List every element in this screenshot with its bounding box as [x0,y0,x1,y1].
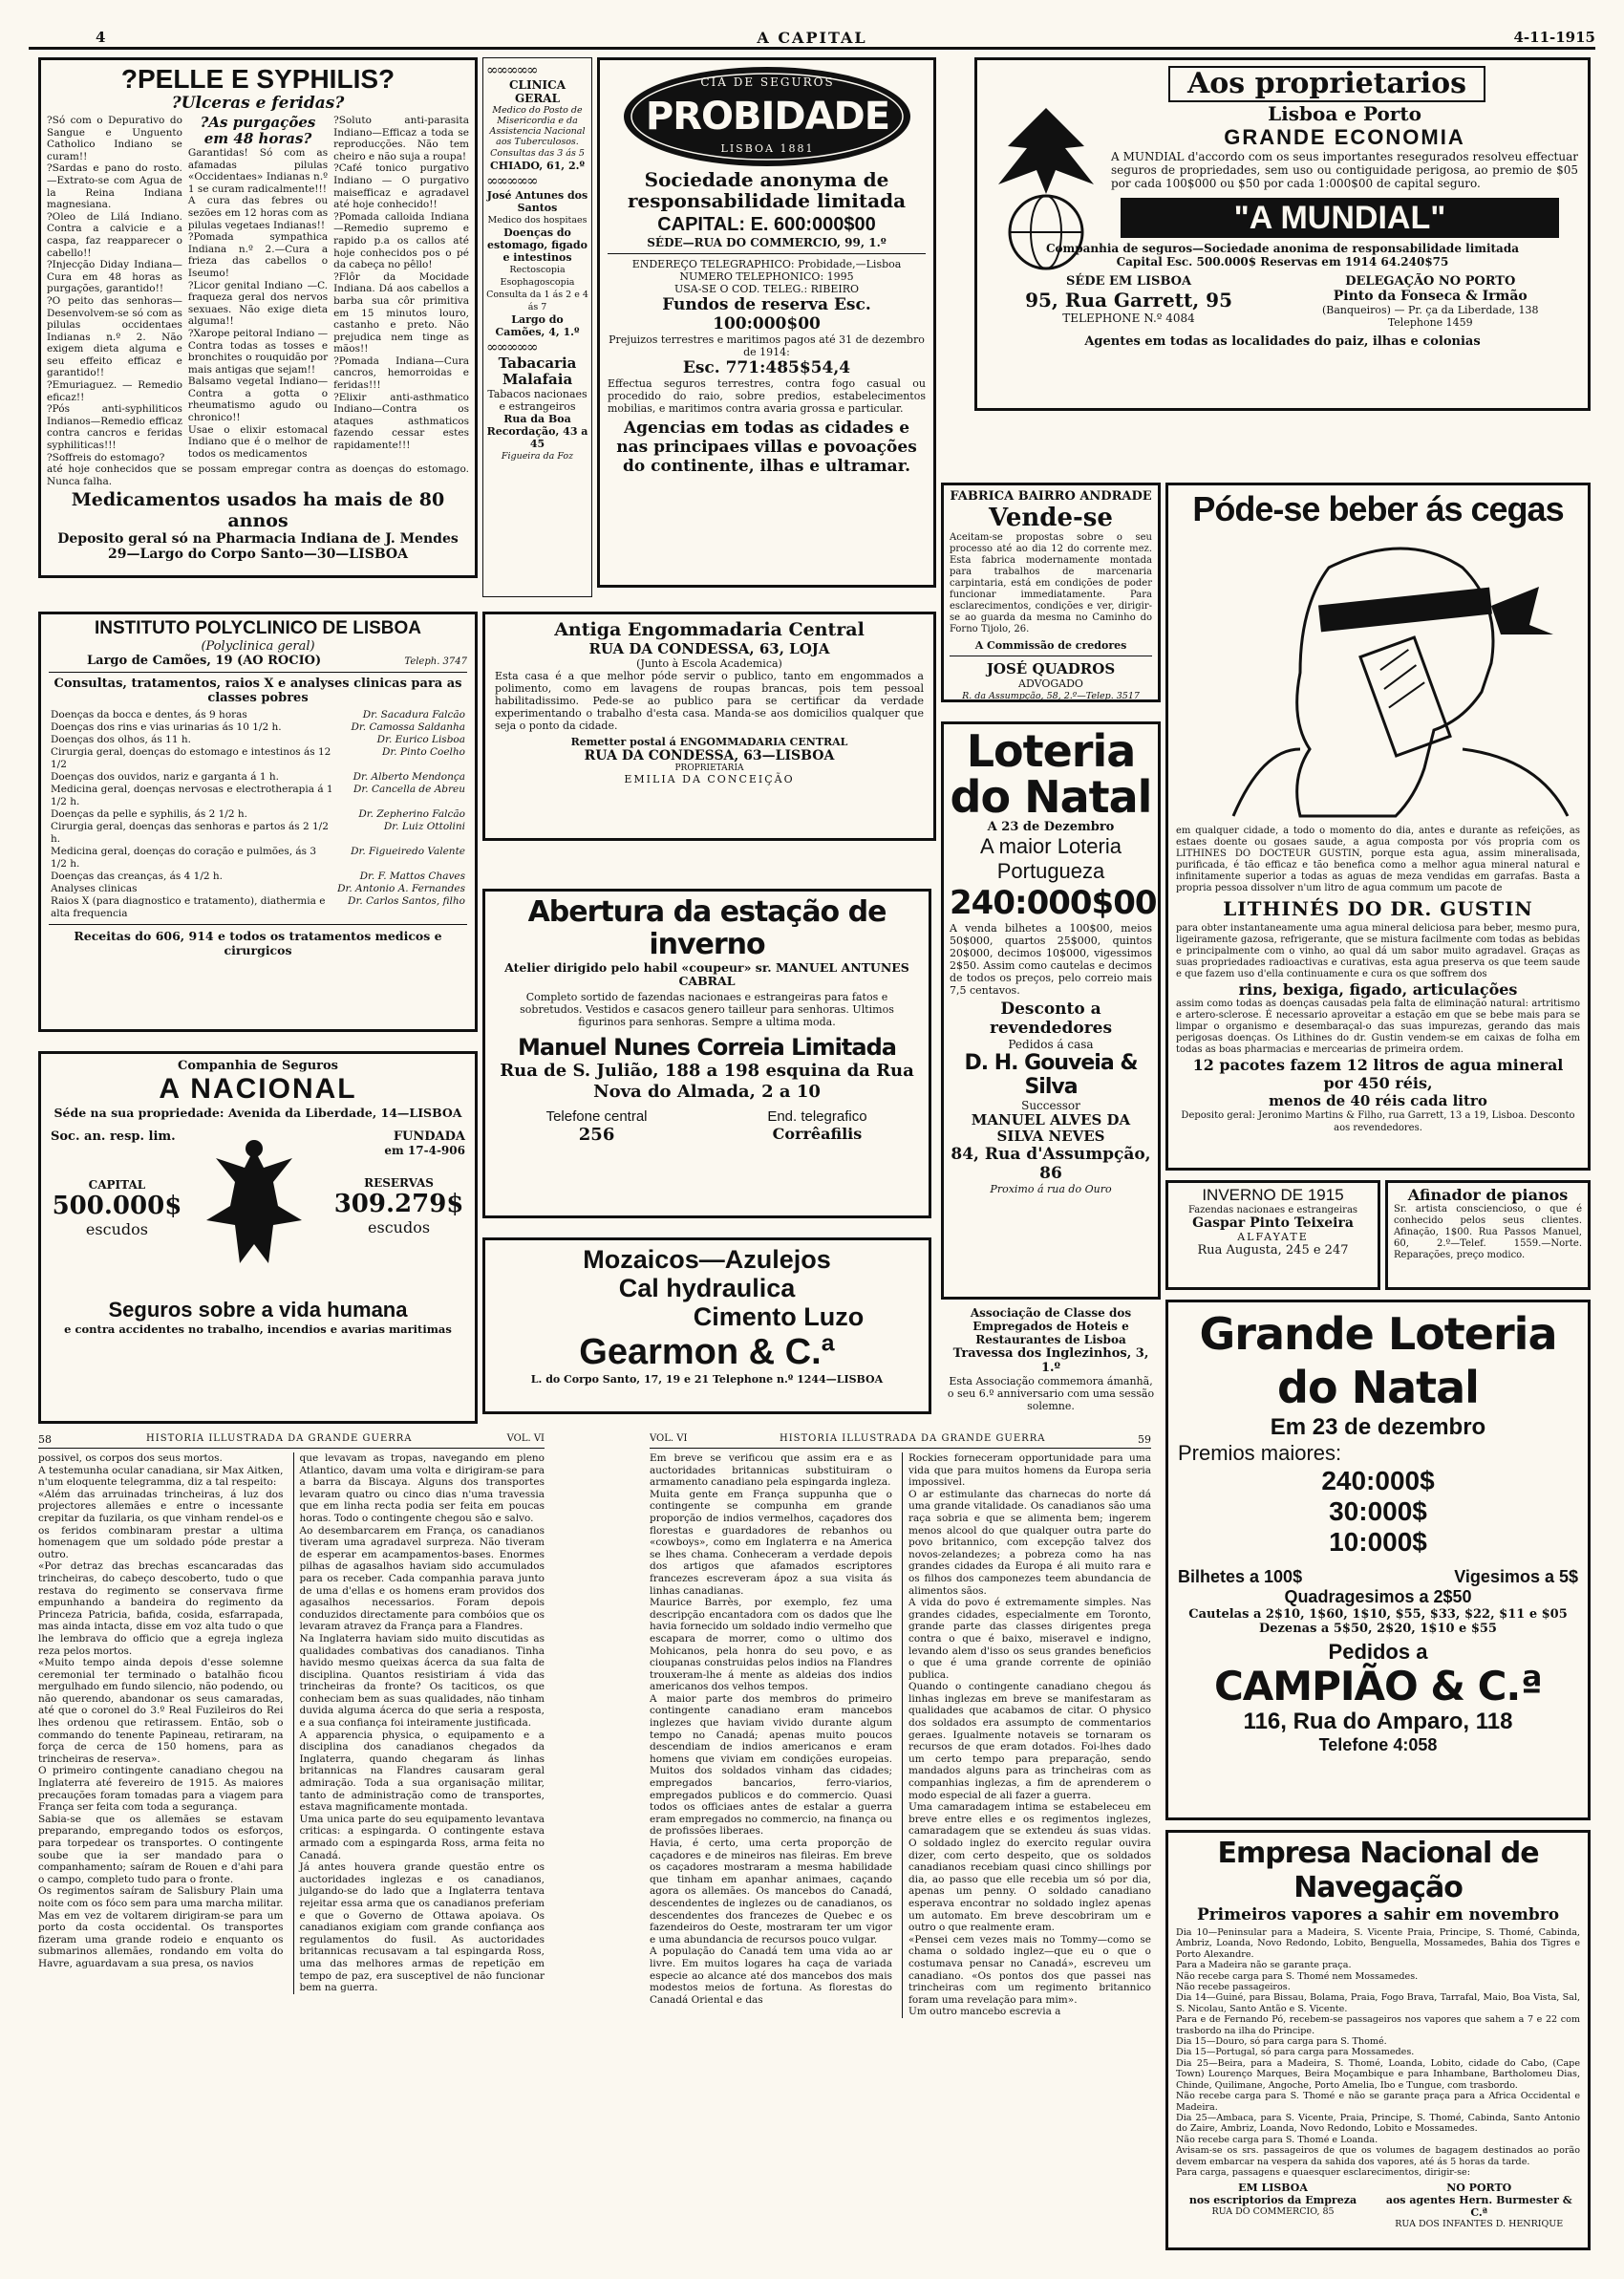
polyclinico-schedule [49,709,467,920]
historia-left-vol: VOL. VI [506,1433,545,1444]
schedule-doctor: Dr. Antonio A. Fernandes [337,883,465,894]
loteria-text: A venda bilhetes a 100$00, meios 50$000, quartos 25$000, quintos 20$000, decimos 10$000, vigessimos 2$50. Assim como cautelas e decimos de todos os preços, pelo correio mais 7,5 centavos. [950,922,1152,997]
schedule-row [49,808,467,821]
schedule-specialty: Doenças da bocca e dentes, ás 9 horas [51,709,247,720]
schedule-specialty: Raios X (para diagnostico e tratamento), diathermia e alta frequencia [51,895,326,919]
clinica-address: CHIADO, 61, 2.º [490,160,585,172]
nacional-capital-label: CAPITAL [88,1178,146,1192]
grande-prize-2: 30:000$ [1329,1496,1427,1526]
schedule-row [49,721,467,734]
inverno-address: Rua de S. Julião, 188 a 198 esquina da Rua Nova do Almada, 2 a 10 [500,1061,914,1102]
historia-right-pagenum: 59 [1138,1433,1151,1446]
probidade-top: CIA DE SEGUROS [700,75,835,89]
schedule-doctor: Dr. Carlos Santos, filho [348,895,465,907]
schedule-row [49,734,467,746]
probidade-effectua: Effectua seguros terrestres, contra fogo casual ou procedido do raio, sobre predios, estabelecimentos mobilias, e maritimos contra avaria grossa e particular. [608,377,926,415]
nacional-fundada-date: em 17-4-906 [384,1144,465,1157]
schedule-specialty: Medicina geral, doenças nervosas e electrotherapia á 1 1/2 h. [51,784,333,807]
pelle-col2: Garantidas! Só com as afamadas pilulas «Occidentaes» Indianas n.º 1 se curam radicalmente!!! A cura das febres ou sezões em 12 horas com as pilulas vegetaes Indianas!! ?Pomada sympathica Indiana n.º 2.—Cura a frieza das cabellos o Iseumo! ?Licor genital Indiano —C. fraqueza geral dos nervos sexuaes. Não exige dieta alguma!! ?Xarope peitoral Indiano —Contra todas as tosses e bronchites o rouquidão por mais antigas que sejam!! Balsamo vegetal Indiano—Contra a gotta o rheumatismo agudo ou chronico!! Usae o elixir estomacal Indiano que é o melhor de todos os medicamentos [187,147,329,460]
ad-mundial [974,57,1591,411]
probidade-name: PROBIDADE [645,95,890,139]
engom-address: RUA DA CONDESSA, 63, LOJA [588,640,830,657]
schedule-doctor: Dr. Luiz Ottolini [383,821,465,832]
engom-owner: EMILIA DA CONCEIÇÃO [624,773,795,785]
beber-text2: para obter instantaneamente uma agua mineral deliciosa para beber, mesmo pura, ligeiramente gazosa, refrigerante, que se mistura facilmente com todas as bebidas e principalmente com o vinho, ao qual dá um sabor muito agradavel. Graças as suas propriedades radioactivas e curativas, esta agua preserva os que teem saude e que fazem uso d'ella continuamente e cura os que soffrem dos [1176,923,1580,979]
ad-grande-loteria [1165,1300,1591,1820]
polyclinico-consultas: Consultas, tratamentos, raios X e analyses clinicas para as classes pobres [53,677,462,705]
mundial-agentes: Agentes em todas as localidades do paiz, ilhas e colonias [1084,334,1481,349]
mozaicos-line2: Cal hydraulica [618,1274,796,1302]
nav-porto-3: RUA DOS INFANTES D. HENRIQUE [1395,2219,1564,2230]
pelle-address: 29—Largo do Corpo Santo—30—LISBOA [108,547,408,563]
polyclinico-foot: Receitas do 606, 914 e todos os tratamentos medicos e cirurgicos [74,929,442,957]
ad-a-nacional [38,1051,478,1424]
probidade-prejuizos: Prejuizos terrestres e maritimos pagos até 31 de dezembro de 1914: [609,333,925,358]
mundial-text: A MUNDIAL d'accordo com os seus importantes resegurados resolveu effectuar seguros de propriedades, sem uso ou contiguidade perigosa, ao premio de $05 por cada 100$000 ou $50 por cada 1:000$00 de capital seguro. [1111,150,1578,190]
schedule-specialty: Cirurgia geral, doenças do estomago e intestinos ás 12 1/2 [51,746,331,770]
nav-porto-2: aos agentes Hern. Burmester & C.ª [1385,2194,1572,2220]
clinica-hours: Consultas das 3 ás 5 [490,148,585,159]
schedule-row [49,895,467,920]
nav-lisboa: EM LISBOA [1238,2182,1308,2195]
polyclinico-heading: INSTITUTO POLYCLINICO DE LISBOA [94,618,422,638]
ad-estacao-inverno [482,889,931,1218]
beber-heading: Póde-se beber ás cegas [1192,489,1564,528]
ad-loteria-natal [941,721,1161,1300]
engom-address2: RUA DA CONDESSA, 63—LISBOA [584,748,835,763]
schedule-doctor: Dr. Figueiredo Valente [351,846,465,857]
chain-ornament: ∞∞∞∞∞ [486,61,537,78]
quadros-title: ADVOGADO [1018,677,1083,690]
pelle-col3: ?Soluto anti-parasita Indiano—Efficaz a toda se reproducções. Não tem cheiro e não suja a roupa! ?Café tonico purgativo Indiano — O purgativo maisefficaz e agradavel até hoje conhecido!! ?Pomada calloida Indiana—Remedio supremo e rapido p.a os callos até hoje conhecidos pos o pé da cabeça no pêllo! ?Flôr da Mocidade Indiana. Dá aos cabellos a barba sua côr primitiva em 15 minutos louro, castanho e preto. Não prejudica nem tinge as mãos!! ?Pomada Indiana—Cura cancros, hemorroidas e feridas!!! ?Elixir anti-asthmatico Indiano—Contra os ataques asthmaticos fazendo cessar estes rapidamente!!! [333,115,469,452]
schedule-doctor: Dr. Camossa Saldanha [351,721,465,733]
nacional-escudos: escudos [85,1220,148,1238]
polyclinico-phone: Teleph. 3747 [404,656,467,667]
engom-near: (Junto à Escola Academica) [636,657,782,670]
loteria-house: D. H. Gouveia & Silva [964,1051,1138,1099]
probidade-capital: CAPITAL: E. 600:000$00 [657,214,876,235]
loteria-date: A 23 de Dezembro [987,820,1115,834]
fabrica-signature: A Commissão de credores [974,639,1127,652]
ad-afinador [1385,1180,1591,1290]
nacional-escudos2: escudos [368,1218,431,1236]
assoc-text: Esta Associação commemora ámanhã, o seu 6.º anniversario com uma sessão solemne. [947,1375,1155,1412]
inverno-sub: Atelier dirigido pelo habil «coupeur» sr. MANUEL ANTUNES CABRAL [504,960,909,988]
schedule-doctor: Dr. Eurico Lisboa [376,734,465,745]
nacional-vida: Seguros sobre a vida humana [108,1298,408,1322]
issue-date: 4-11-1915 [1513,29,1595,46]
beber-deposit: Deposito geral: Jeronimo Martins & Filho, rua Garrett, 13 a 19, Lisboa. Desconto aos revendedores. [1181,1110,1575,1133]
loteria-address: 84, Rua d'Assumpção, 86 [951,1145,1151,1183]
probidade-esc: Esc. 771:485$54,4 [682,358,851,377]
mundial-delegacao-address: (Banqueiros) — Pr. ça da Liberdade, 138 [1321,304,1539,316]
doctor-specialty: Doenças do estomago, figado e intestinos [487,226,588,264]
page-number: 4 [96,29,106,46]
nacional-heading: A NACIONAL [159,1073,357,1105]
nav-heading: Empresa Nacional de Navegação [1217,1837,1539,1904]
probidade-sede: SÉDE—RUA DO COMMERCIO, 99, 1.º [647,236,887,249]
nacional-reservas: 309.279$ [333,1190,464,1218]
beber-organs: rins, bexiga, figado, articulações [1238,980,1518,999]
mundial-delegacao-phone: Telephone 1459 [1387,316,1473,329]
grande-address: 116, Rua do Amparo, 118 [1243,1709,1513,1734]
schedule-specialty: Doenças dos ouvidos, nariz e garganta á 1 h. [51,771,279,783]
probidade-fundos: Fundos de reserva Esc. 100:000$00 [662,295,871,333]
doctor-name: José Antunes dos Santos [486,189,588,214]
loteria-pedidos: Pedidos á casa [1008,1038,1094,1051]
beber-menos: menos de 40 réis cada litro [1269,1092,1487,1109]
schedule-row [49,871,467,883]
schedule-specialty: Doenças dos rins e vias urinarias ás 10 1/2 h. [51,721,282,733]
nav-porto: NO PORTO [1446,2182,1512,2195]
chain-ornament: ∞∞∞∞∞ [486,338,537,355]
grande-dezenas: Dezenas a 5$50, 2$20, 1$10 e $55 [1259,1622,1497,1636]
grande-date: Em 23 de dezembro [1270,1414,1486,1440]
nav-lisboa-2: nos escriptorios da Empreza [1188,2194,1357,2207]
inverno-tel-label: Telefone central [545,1108,648,1125]
schedule-specialty: Cirurgia geral, doenças das senhoras e partos ás 2 1/2 h. [51,821,329,845]
engom-remetter: Remetter postal á ENGOMMADARIA CENTRAL [570,736,848,748]
inv1915-sub: Fazendas nacionaes e estrangeiras [1187,1205,1358,1215]
tabacaria-desc: Tabacos nacionaes e estrangeiros [487,388,588,413]
doctor-hours: Consulta da 1 ás 2 e 4 ás 7 [486,290,588,312]
mundial-capital: Capital Esc. 500.000$ Reservas em 1914 64.240$75 [1116,255,1449,269]
pelle-banner: Medicamentos usados ha mais de 80 annos [71,489,445,532]
schedule-row [49,709,467,721]
inv1915-alf: ALFAYATE [1237,1231,1309,1243]
afinador-text: Sr. artista consciencioso, o que é conhecido pelos seus clientes. Afinação, 1$00. Rua Passos Manuel, 60, 2.º—Telef. 1559.—Norte. Reparações, preço modico. [1394,1204,1582,1260]
probidade-tel2: NUMERO TELEPHONICO: 1995 [679,270,854,283]
mozaicos-line1: Mozaicos—Azulejos [583,1245,831,1274]
schedule-doctor: Dr. Cancella de Abreu [353,784,465,795]
afinador-heading: Afinador de pianos [1407,1186,1569,1204]
grande-prize-1: 240:000$ [1321,1466,1435,1495]
historia-left-title: HISTORIA ILLUSTRADA DA GRANDE GUERRA [146,1433,413,1444]
schedule-row [49,883,467,895]
loteria-heading: Loteria do Natal [950,725,1152,823]
engom-heading: Antiga Engommadaria Central [554,619,865,640]
beber-text3: assim como todas as doenças causadas pela falta de eliminação natural: artritismo e artero-sclerose. É necessario aproveitar a estação em que se bebe mais para se limpar o organismo e desembaraçal-o das suas impurezas, gerando das mais perigosas doenças. Os Lithines do dr. Gustin vendem-se em caixas de folha em todas as boas pharmacias e mercearias de primeira ordem. [1176,999,1580,1055]
assoc-heading: Associação de Classe dos Empregados de Hoteis e Restaurantes de Lisboa [970,1306,1132,1346]
nacional-top: Companhia de Seguros [177,1059,338,1073]
nav-lisboa-3: RUA DO COMMERCIO, 85 [1211,2206,1335,2218]
fabrica-vende: Vende-se [989,504,1113,532]
schedule-row [49,746,467,771]
probidade-heading: Sociedade anonyma de responsabilidade limitada [627,168,907,212]
polyclinico-address: Largo de Camões, 19 (AO ROCIO) [87,654,322,668]
grande-vigesimos: Vigesimos a 5$ [1454,1567,1578,1586]
loteria-successor: Successor [1021,1099,1080,1112]
loteria-maior: A maior Loteria Portugueza [980,834,1122,883]
mundial-delegacao: DELEGAÇÃO NO PORTO [1345,274,1516,289]
nacional-sede: Séde na sua propriedade: Avenida da Liberdade, 14—LISBOA [53,1106,462,1120]
engom-prop: PROPRIETARIA [674,763,744,773]
probidade-tel1: ENDEREÇO TELEGRAPHICO: Probidade,—Lisboa [631,258,902,270]
newspaper-title: A CAPITAL [757,29,867,47]
inv1915-name: Gaspar Pinto Teixeira [1192,1215,1354,1231]
schedule-specialty: Doenças da pelle e syphilis, ás 2 1/2 h. [51,808,247,820]
small-ads-column [482,57,592,597]
schedule-specialty: Doenças das creanças, ás 4 1/2 h. [51,871,223,882]
ad-lithines-gustin [1165,483,1591,1171]
quadros-name: JOSÉ QUADROS [986,660,1116,677]
nacional-reservas-label: RESERVAS [364,1176,434,1190]
inverno-end-label: End. telegrafico [767,1108,867,1125]
pelle-foot: até hoje conhecidos que se possam empregar contra as doenças do estomago. Nunca falha. [47,463,469,487]
engom-text: Esta casa é a que melhor póde servir o publico, tanto em engommados a polimento, como em lavagens de roupas brancas, pois tem pessoal habilitadissimo. Pede-se ao publico para se certificar da verdade experimentando o trabalho d'esta casa. Manda-se aos domicilios qualquer que seja o ponto da cidade. [495,670,924,732]
inv1915-address: Rua Augusta, 245 e 247 [1197,1243,1349,1258]
masthead [29,29,1595,50]
inverno-text: Completo sortido de fazendas nacionaes e estrangeiras para fatos e sobretudos. Vestidos e casacos genero tailleur para senhoras. Ultimos figurinos para senhoras. Sempre a ultima moda. [520,991,894,1028]
nav-text: Dia 10—Peninsular para a Madeira, S. Vicente Praia, Principe, S. Thomé, Cabinda, Ambriz, Loanda, Novo Redondo, Lobito, Benguella, Mossamedes, Bahia dos Tigres e Porto Alexandre. Para a Madeira não se garante praça. Não recebe carga para S. Thomé nem Mossamedes. Não recebe passageiros. Dia 14—Guiné, para Bissau, Bolama, Praia, Fogo Brava, Tarrafal, Maio, Boa Vista, Sal, S. Nicolau, Santo Antão e S. Vicente. Para e de Fernando Pó, recebem-se passageiros nos vapores que sahem a 7 e 22 com trasbordo na ilha do Principe. Dia 15—Douro, só para carga para S. Thomé. Dia 15—Portugal, só para carga para Mossamedes. Dia 25—Beira, para a Madeira, S. Thomé, Loanda, Lobito, cidade do Cabo, (Cape Town) Lourenço Marques, Beira Moçambique e para Inhambane, Bartholomeu Dias, Chinde, Quilimane, Angoche, Porto Amelia, Ibo e Tungue, com trasbordo. Não recebe carga para S. Thomé e não se garante praça para a Africa Occidental e Madeira. Dia 25—Ambaca, para S. Vicente, Praia, Principe, S. Thomé, Cabinda, Santo Antonio do Zaire, Ambriz, Loanda, Novo Redondo, Lobito e Mossamedes. Não recebe carga para S. Thomé e Loanda. Avisam-se os srs. passageiros de que os volumes de bagagem destinados ao porão devem embarcar na vespera da sahida dos vapores, até ás 5 horas da tarde. Para carga, passagens e quaesquer esclarecimentos, dirigir-se: [1176,1927,1580,2178]
beber-name: LITHINÉS DO DR. GUSTIN [1223,897,1533,920]
historia-left-pagenum: 58 [38,1433,52,1446]
historia-col1: possivel, os corpos dos seus mortos. A testemunha ocular canadiana, sir Max Aitken, n'um eloquente telegramma, diz a tal respeito: «Além das arruinadas trincheiras, á luz dos projectores allemães e entre o incessante crepitar da fuzilaria, os que vinham rendel-os e os feridos combinaram prestar a ultima homenagem que um soldado póde prestar a outro. «Por detraz das brechas escancaradas das trincheiras, do cabeço descoberto, tudo o que restava do regimento se conservava firme empunhando a bandeira do regimento da Princeza Patricia, bafida, cosida, esfarrapada, mas ainda intacta, disse em voz alta tudo o que lhe lembrava do officio que a egreja ingleza reza pelos mortos. «Muito tempo ainda depois d'esse solemne ceremonial ter terminado o batalhão ficou mergulhado em fundo silencio, não podendo, ou não querendo, abandonar os seus camaradas, até que o coronel do 3.º Real Fuzileiros do Rei lhes ordenou que retirassem. Então, sob o commando do tenente Papineau, retiraram, na força de cerca de 150 homens, para as trincheiras de reserva». O primeiro contingente canadiano chegou na Inglaterra até fevereiro de 1915. As maiores precauções foram tomadas para a viagem para França ser feita com toda a segurança. Sabia-se que os allemães se estavam preparando, empregando todos os esforços, para torpedear os transportes. O contingente soube que ia ser mandado para o companhamento; saíram de Rouen e d'ahi para o campo, completo tudo para o fronte. Os regimentos saíram de Salisbury Plain uma noite com os fóco sem para uma marcha militar. Mas em vez de voltarem dirigiram-se para um porto da costa occidental. Os transportes fizeram uma grande rodeio e enquanto os submarinos allemães, rondando em volta do Havre, aguardavam a sua presa, os navios [38,1452,284,1969]
grande-heading: Grande Loteria do Natal [1199,1308,1557,1413]
inverno-company: Manuel Nunes Correia Limitada [518,1034,896,1061]
grande-prize-3: 10:000$ [1329,1527,1427,1557]
mozaicos-company: Gearmon & C.ª [579,1332,835,1372]
schedule-specialty: Doenças dos olhos, ás 11 h. [51,734,191,745]
grande-telefone: Telefone 4:058 [1318,1735,1438,1754]
schedule-row [49,771,467,784]
mundial-name: "A MUNDIAL" [1121,198,1559,238]
ad-fabrica [941,483,1161,702]
mundial-heading: Aos proprietarios [1168,66,1485,102]
schedule-row [49,846,467,871]
assoc-address: Travessa dos Inglezinhos, 3, 1.º [952,1346,1149,1375]
grande-quadragesimos: Quadragesimos a 2$50 [1284,1587,1472,1606]
nacional-capital: 500.000$ [52,1192,182,1220]
pelle-title: ?PELLE E SYPHILIS? [120,64,395,94]
inverno-end-value: Corrêafilis [772,1125,863,1143]
historia-right-page [650,1433,1151,2255]
mundial-sede: SÉDE EM LISBOA [1066,274,1192,289]
nav-sub: Primeiros vapores a sahir em novembro [1196,1905,1560,1924]
doctor-extra: Rectoscopia Esophagoscopia [500,265,575,288]
pelle-deposit: Deposito geral só na Pharmacia Indiana de J. Mendes [57,531,459,548]
probidade-tel3: USA-SE O COD. TELEG.: RIBEIRO [673,283,860,295]
pelle-col1: ?Só com o Depurativo do Sangue e Unguento Catholico Indiano se curam!! ?Sardas e pano do rosto.—Extrato-se com Agua de la Reina Indiana magnesiana. ?Oleo de Lilá Indiano. Contra a calvicie e a caspa, faz reapparecer o cabello!! ?Injecção Diday Indiana—Cura em 48 horas as purgações, garantido!! ?O peito das senhoras—Desenvolvem-se só com as pilulas occidentaes Indianas n.º 2. Não exigem dieta alguma e seu effeito efficaz e garantido!! ?Emuriaguez. — Remedio eficaz!! ?Pós anti-syphiliticos Indianos—Remedio efficaz contra cancros e feridas syphiliticas!!! ?Soffreis do estomago? [47,115,182,463]
historia-right-title: HISTORIA ILLUSTRADA DA GRANDE GUERRA [779,1433,1046,1444]
polyclinico-sub: (Polyclinica geral) [201,639,315,654]
mozaicos-line3: Cimento Luzo [693,1302,865,1331]
schedule-doctor: Dr. Zepherino Falcão [358,808,465,820]
chain-ornament: ∞∞∞∞∞ [486,172,537,189]
ad-polyclinico [38,612,478,1032]
mundial-cities: Lisboa e Porto [1268,102,1421,125]
grande-bilhetes: Bilhetes a 100$ [1178,1567,1303,1586]
tabacaria-address: Rua da Boa Recordação, 43 a 45 [486,413,588,450]
inv1915-heading: INVERNO DE 1915 [1202,1186,1344,1204]
historia-col2: que levavam as tropas, navegando em pleno Atlantico, davam uma volta e dirigiram-se para a barra da Biscaya. Alguns dos transportes levaram quatro ou cinco dias n'uma travessia que em linha recta podia ser feita em poucas horas. Todo o contingente chegou são e salvo. Ao desembarcarem em França, os canadianos tiveram uma agradavel surpreza. Não tiveram de esperar em acampamentos-bases. Enormes pilhas de agasalhos haviam sido accumulados para os receber. Cada companhia parava junto de uma d'ellas e os homens eram providos dos agasalhos necessarios. Foram depois conduzidos directamente para combóios que os levaram atravez da França para a Flandres. Na Inglaterra haviam sido muito discutidas as qualidades combativas dos canadianos. Tinha havido mesmo queixas ácerca da sua falta de disciplina. Quantos resistiriam á vida das trincheiras da fronte? Os taciticos, os que conheciam bem as suas qualidades, não tinham duvida alguma ácerca do que seria a resposta, e a sua confiança foi inteiramente justificada. A apparencia physica, o equipamento e a disciplina dos canadianos chegados da Inglaterra, quando chegaram ás linhas britannicas na Flandres causaram geral admiração. Toda a sua organisação militar, tanto de administração como de transportes, estava magnificamente montada. Uma unica parte do seu equipamento levantava criticas: a espingarda. O contingente estava armado com a espingarda Ross, arma feita no Canadá. Já antes houvera grande questão entre os auctoridades inglezas e os canadianos, julgando-se do lado que a Inglaterra tentava rejeitar essa arma que os canadianos preferiam e que o Governo de Ottawa apoiava. Os canadianos exigiam com grande confiança aos regulamentos do fusil. As auctoridades britannicas recusavam a tal espingarda Ross, uma das melhores armas de repetição em tempo de paz, era susceptivel de não funcionar bem na guerra. [293,1452,545,1994]
nacional-soc: Soc. an. resp. lim. [51,1129,176,1144]
probidade-agencias: Agencias em todas as cidades e nas principaes villas e povoações do continente, ilhas e ultramar. [616,419,917,476]
fabrica-heading: FABRICA BAIRRO ANDRADE [950,489,1152,504]
schedule-doctor: Dr. Sacadura Falcão [362,709,465,720]
fabrica-text: Aceitam-se propostas sobre o seu processo até ao dia 12 do corrente mez. Esta fabrica modernamente montada para trabalhos de marcenaria carpintaria, está em condições de poder funcionar immediatamente. Para esclarecimentos, condições e ver, dirigir-se ao guarda da mesma no Caminho do Forno Tijolo, 26. [950,532,1152,634]
mundial-eagle-icon [989,89,1103,280]
inverno-heading: Abertura da estação de inverno [527,895,887,961]
schedule-doctor: Dr. Alberto Mendonça [353,771,465,783]
clinica-title: CLINICA GERAL [508,78,566,105]
inverno-tel-number: 256 [578,1125,615,1145]
pelle-sub: ?Ulceras e feridas? [171,94,345,113]
historia-right-vol: VOL. VI [650,1433,688,1444]
mozaicos-address: L. do Corpo Santo, 17, 19 e 21 Telephone n.º 1244—LISBOA [530,1373,884,1386]
mundial-sede-phone: TELEPHONE N.º 4084 [1062,312,1195,325]
tabacaria-city: Figueira da Foz [501,451,574,462]
nacional-figure-icon [187,1129,329,1292]
doctor-role: Medico dos hospitaes [487,215,588,226]
probidade-city: LISBOA 1881 [720,142,815,155]
grande-cautelas: Cautelas a 2$10, 1$60, 1$10, $55, $33, $22, $11 e $05 [1188,1607,1568,1622]
clinica-desc: Medico do Posto de Misericordia e da Assistencia Nacional aos Tuberculosos. [489,105,586,147]
loteria-value: 240:000$00 [950,884,1157,922]
quadros-address: R. da Assumpção, 58, 2.º—Telep. 3517 [962,691,1140,701]
beber-text: em qualquer cidade, a todo o momento do dia, antes e durante as refeições, as estaes doente ou gosaes saude, a agua composta por vós propria com os LITHINES DO DOCTEUR GUSTIN, porque esta agua, assim mineralisada, purificada, é tão efficaz e tão benefica como a melhor agua mineral natural e infinitamente superior a todas as aguas de meza vendidas em garrafas. Basta a propria pessoa dissolver n'um litro de agua commum um pacote de [1176,826,1580,893]
nacional-contra: e contra accidentes no trabalho, incendios e avarias maritimas [64,1322,452,1336]
grande-campiao: CAMPIÃO & C.ª [1213,1663,1543,1709]
schedule-row [49,784,467,808]
ad-associacao [941,1304,1161,1419]
historia-col4: Rockies forneceram opportunidade para uma vida que para muitos homens da Europa seria impossivel. O ar estimulante das charnecas do norte dá uma grande vitalidade. Os canadianos são uma raça sobria e que se alimenta bem; ingerem menos alcool do que qualquer outra parte do povo britannico, com excepção talvez dos novos-zelandezes; a pobreza como ha nas grandes cidades da Europa é ali muito rara e os filhos dos camponezes teem abundancia de alimentos sãos. A vida do povo é extremamente simples. Nas grandes cidades, especialmente em Toronto, grande parte das classes dirigentes prega contra o que é baixo, miseravel e indigno, levando alem d'isso os seus grandes beneficios o que é uma grande corrente de opinião publica. Quando o contingente canadiano chegou ás linhas inglezas em breve se manifestaram as qualidades que acabamos de citar. O physico dos soldados era assumpto de commentarios geraes. Igualmente notaveis se tornaram os recursos de que eram dotados. Foi-lhes dado um certo tempo para preparação, sendo mandados alguns para as trincheiras com as companhias inglezas, a fim de aprenderem o modo especial de ali fazer a guerra. Uma camaradagem intima se estabeleceu em breve entre elles e os regimentos inglezes, camaradagem que se extendeu ás suas vidas. O soldado inglez do exercito regular ouvira dizer, com certo despeito, que os soldados canadianos recebiam quasi cinco shillings por dia, ao passo que elle recebia um só por dia, apenas um penny. O soldado canadiano esperava encontrar no soldado inglez apenas um automato. Em breve descobriram um e outro o que realmente eram. «Pensei cem vezes mais no Tommy—como se chama o soldado inglez—que eu o que o costumava pensar no Canadá», escreveu um canadiano. «Os pontos dos que passei nas trincheiras com um regimento britannico foram uma revelação para mim». Um outro mancebo escrevia a [902,1452,1151,2018]
ad-mozaicos [482,1237,931,1414]
grande-premios: Premios maiores: [1178,1441,1342,1465]
mundial-company: Companhia de seguros—Sociedade anonima de responsabilidade limitada [1045,242,1519,255]
ad-engommadaria [482,612,936,841]
ad-probidade [597,57,936,588]
loteria-near: Proximo á rua do Ouro [990,1183,1112,1195]
beber-pacotes: 12 pacotes fazem 12 litros de agua mineral por 450 réis, [1192,1056,1564,1092]
mundial-sede-address: 95, Rua Garrett, 95 [1025,289,1233,312]
mundial-economia: GRANDE ECONOMIA [1224,125,1465,149]
loteria-owner: MANUEL ALVES DA SILVA NEVES [971,1111,1131,1145]
tabacaria-name: Tabacaria Malafaia [498,355,577,388]
probidade-emblem [608,64,926,169]
historia-col3: Em breve se verificou que assim era e as auctoridades britannicas substituiram o armamento canadiano pela espingarda ingleza. Muita gente em França suppunha que o contingente se compunha em grande proporção de indios vermelhos, caçadores dos florestas e guardadores de rebanhos ou «cowboys», como em Inglaterra e na America se lhes chama. Conheceram a verdade depois dos artigos que afamados escriptores francezes escreveram ápoz a sua visita ás linhas canadianas. Maurice Barrès, por exemplo, fez uma descripção encantadora com os dados que lhe havia fornecido um soldado indio vermelho que escapara de morrer, como o ultimo dos Mohicanos, pela honra do seu povo, e as cioupanas construidas pelos indios na Flandres trouxeram-lhe á mente as aldeias dos indios americanos dos velhos tempos. A maior parte dos membros do primeiro contingente canadiano eram mancebos inglezes que haviam vivido durante algum tempo no Canadá; apenas muito poucos descendiam de indios americanos e eram homens que viviam em condições europeias. Muitos dos soldados vinham das cidades; empregados bancarios, ferro-viarios, empregados publicos e do commercio. Quasi todos os officiaes antes de estalar a guerra eram empregados no commercio, na finança ou de profissões liberaes. Havia, é certo, uma certa proporção de caçadores e de mineiros nas fileiras. Em breve os caçadores mostraram a mesma habilidade que tinham em apanhar animaes, caçando agora os allemães. Os mancebos do Canadá, descendentes de inglezes ou de canadianos, os descendentes dos francezes de Quebec e os fazendeiros do Oeste, mostraram ter um vigor e uma abundancia de recursos pouco vulgar. A população do Canadá tem uma vida ao ar livre. Em muitos logares ha caça de variada especie ao alcance até dos mancebos dos mais modestos meios de fortuna. As florestas do Canadá Oriental e das [650,1452,892,2006]
schedule-doctor: Dr. F. Mattos Chaves [359,871,465,882]
ad-navegacao [1165,1830,1591,2250]
mundial-delegacao-name: Pinto da Fonseca & Irmão [1333,289,1528,304]
pelle-sub2: ?As purgações em 48 horas? [200,114,316,147]
ad-pelle-syphilis [38,57,478,578]
loteria-desconto: Desconto a revendedores [989,1000,1113,1038]
schedule-specialty: Medicina geral, doenças do coração e pulmões, ás 3 1/2 h. [51,846,317,870]
doctor-address: Largo do Camões, 4, 1.º [495,313,580,338]
schedule-doctor: Dr. Pinto Coelho [381,746,465,758]
schedule-row [49,821,467,846]
historia-left-page [38,1433,545,2255]
nacional-fundada: FUNDADA [393,1129,465,1144]
blindfolded-man-illustration-icon [1176,529,1580,826]
schedule-specialty: Analyses clinicas [51,883,138,894]
grande-pedidos: Pedidos a [1328,1640,1428,1664]
ad-inverno-1915 [1165,1180,1380,1290]
